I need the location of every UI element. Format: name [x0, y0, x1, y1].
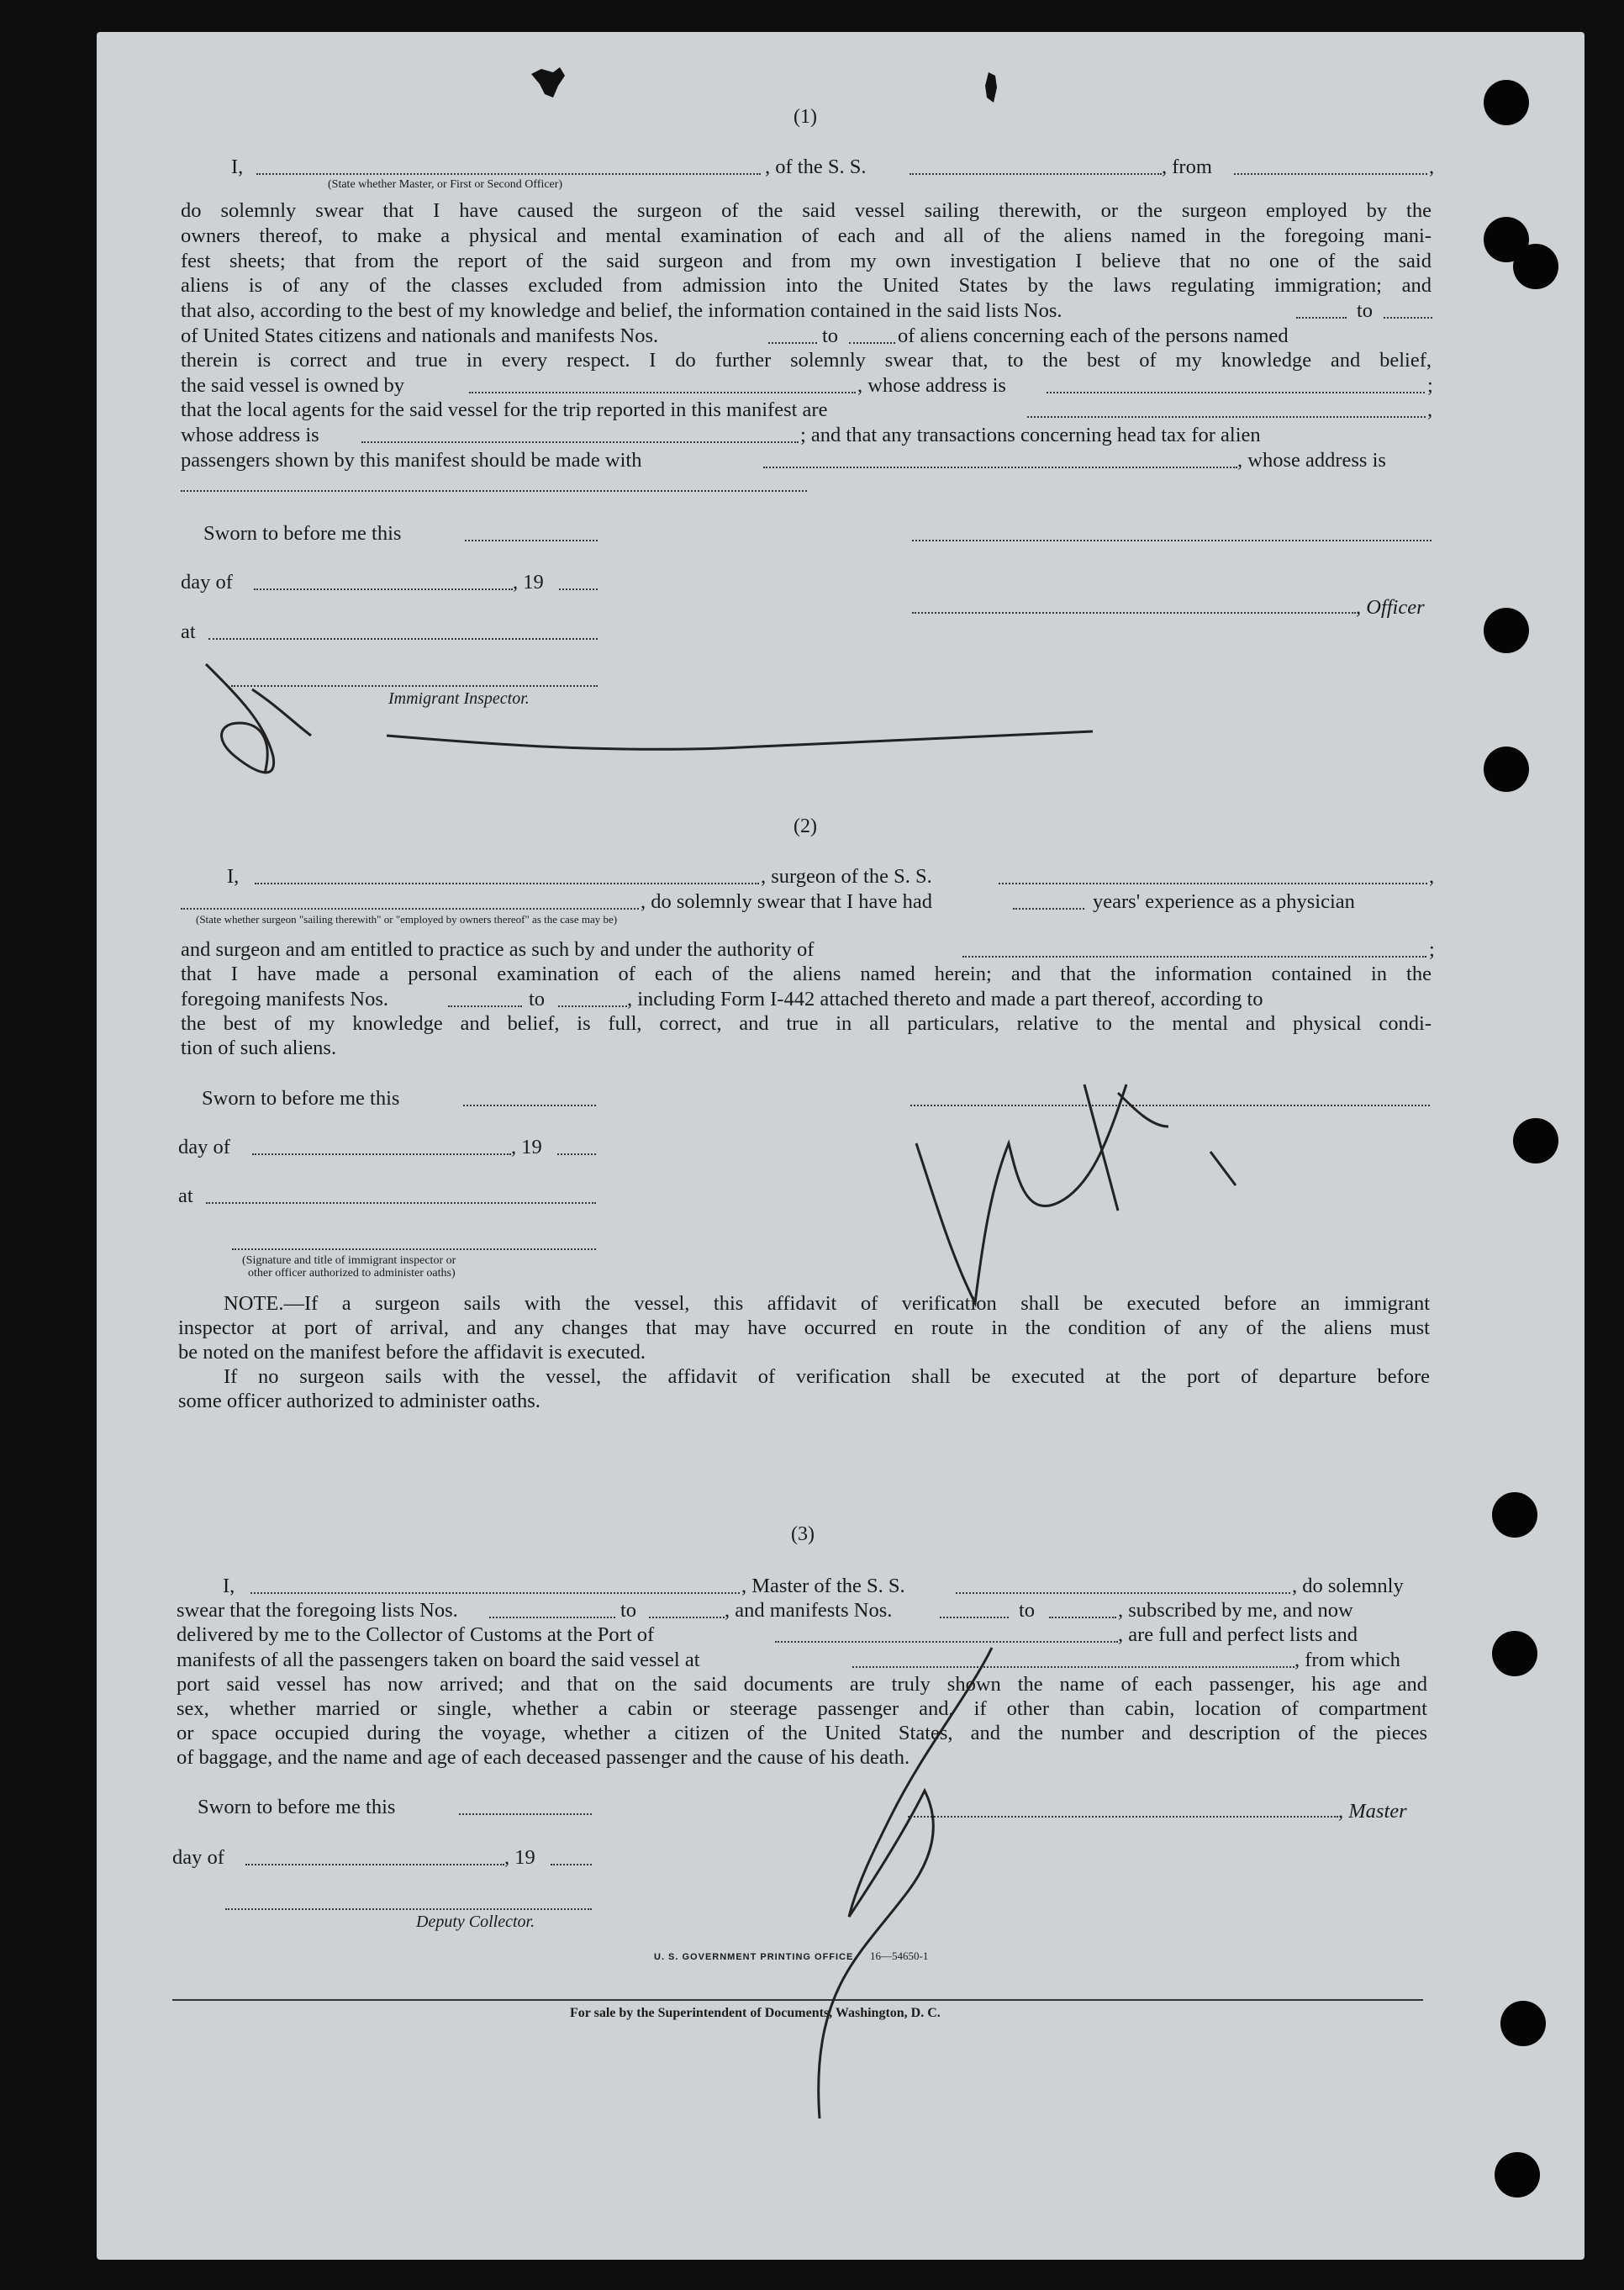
note-line: NOTE.—If a surgeon sails with the vessel, this affidavit of verification shall be executed before an immigrant — [224, 1292, 1430, 1315]
text: to — [1019, 1599, 1036, 1622]
blank-line — [852, 1666, 1294, 1668]
text: Sworn to before me this — [198, 1796, 396, 1818]
blank-line — [763, 467, 1237, 468]
text: at — [181, 620, 196, 643]
text: , Master of the S. S. — [741, 1575, 905, 1597]
blank-line — [181, 908, 639, 910]
text: I, — [223, 1575, 235, 1597]
paragraph-line: aliens is of any of the classes excluded from admission into the United States by the laws regulating immigration; and — [181, 274, 1432, 297]
text: Sworn to before me this — [202, 1087, 400, 1110]
paragraph-line: do solemnly swear that I have caused the surgeon of the said vessel sailing therewith, or the surgeon employed by the — [181, 199, 1432, 222]
blank-line — [849, 342, 895, 344]
text: , 19 — [513, 571, 544, 594]
signature-line — [232, 1248, 596, 1250]
signature-caption: other officer authorized to administer oaths) — [248, 1267, 456, 1280]
blank-line — [489, 1617, 615, 1618]
blank-line — [254, 588, 513, 590]
signature-line — [912, 540, 1432, 541]
paragraph-line: owners thereof, to make a physical and mental examination of each and all of the aliens named in the foregoing mani- — [181, 224, 1432, 247]
note-line: some officer authorized to administer oaths. — [178, 1390, 540, 1412]
paragraph-line: of baggage, and the name and age of each deceased passenger and the cause of his death. — [177, 1746, 910, 1769]
text: manifests of all the passengers taken on board the said vessel at — [177, 1649, 700, 1671]
text: of aliens concerning each of the persons named — [898, 325, 1289, 347]
form-code: 16—54650-1 — [870, 1950, 929, 1962]
text: , do solemnly swear that I have had — [641, 890, 932, 913]
text: to — [620, 1599, 637, 1622]
blank-line — [256, 173, 761, 175]
section-number: (3) — [791, 1523, 815, 1545]
paragraph-line: that I have made a personal examination of each of the aliens named herein; and that the information contained in the — [181, 963, 1432, 985]
signature-line — [910, 1105, 1430, 1106]
paragraph-line: sex, whether married or single, whether a cabin or steerage passenger and, if other than cabin, location of compartment — [177, 1697, 1427, 1720]
paragraph-line: fest sheets; that from the report of the said surgeon and from my own investigation I believe that no one of the said — [181, 250, 1432, 272]
blank-line — [999, 883, 1427, 884]
text: ; — [1429, 938, 1435, 961]
blank-line — [459, 1813, 592, 1815]
text: , surgeon of the S. S. — [761, 865, 932, 888]
text: , from which — [1294, 1649, 1400, 1671]
text: of United States citizens and nationals and manifests Nos. — [181, 325, 659, 347]
text: day of — [172, 1846, 224, 1869]
text: , of the S. S. — [765, 156, 867, 178]
text: , and manifests Nos. — [725, 1599, 893, 1622]
text: Sworn to before me this — [203, 522, 402, 545]
signature-caption: (Signature and title of immigrant inspector or — [242, 1254, 456, 1267]
blank-line — [962, 956, 1426, 958]
text: and surgeon and am entitled to practice as such by and under the authority of — [181, 938, 815, 961]
text: that also, according to the best of my knowledge and belief, the information contained in the said lists Nos. — [181, 299, 1062, 322]
paragraph-line: or space occupied during the voyage, whether a citizen of the United States, and the number and description of the pieces — [177, 1722, 1427, 1744]
blank-line — [940, 1617, 1009, 1618]
signature-caption: , Officer — [1356, 596, 1425, 619]
text: years' experience as a physician — [1093, 890, 1355, 913]
text: passengers shown by this manifest should be made with — [181, 449, 642, 472]
blank-line — [245, 1864, 504, 1865]
note-line: be noted on the manifest before the affidavit is executed. — [178, 1341, 646, 1364]
text: , — [1427, 398, 1433, 421]
text: I, — [227, 865, 240, 888]
text: , whose address is — [1237, 449, 1386, 472]
blank-line — [448, 1005, 522, 1007]
text: , whose address is — [857, 374, 1006, 397]
blank-line — [1027, 416, 1426, 418]
text: to — [529, 988, 546, 1010]
text: I, — [231, 156, 244, 178]
blank-line — [557, 1153, 596, 1155]
paragraph-line: the best of my knowledge and belief, is full, correct, and true in all particulars, relative to the mental and physical condi- — [181, 1012, 1432, 1035]
blank-line — [208, 638, 598, 640]
signature-line — [231, 685, 598, 687]
text: , — [1429, 865, 1435, 888]
text: swear that the foregoing lists Nos. — [177, 1599, 458, 1622]
blank-line — [1047, 392, 1425, 393]
field-note: (State whether surgeon "sailing therewith" or "employed by owners thereof" as the case may be) — [196, 913, 618, 926]
text: ; — [1427, 374, 1433, 397]
text: , 19 — [511, 1136, 542, 1158]
signature-caption: , Master — [1338, 1800, 1407, 1823]
blank-line — [649, 1617, 725, 1618]
blank-line — [255, 883, 759, 884]
blank-line — [1234, 173, 1427, 175]
text: to — [822, 325, 839, 347]
signature-caption: Deputy Collector. — [416, 1913, 535, 1931]
note-line: inspector at port of arrival, and any changes that may have occurred en route in the condition of any of the aliens must — [178, 1316, 1430, 1339]
blank-line — [469, 392, 856, 393]
paragraph-line: port said vessel has now arrived; and that on the said documents are truly shown the name of each passenger, his age and — [177, 1673, 1427, 1696]
text: at — [178, 1185, 193, 1207]
sale-notice: For sale by the Superintendent of Documents, Washington, D. C. — [570, 2006, 941, 2020]
blank-line — [206, 1202, 596, 1204]
text: foregoing manifests Nos. — [181, 988, 388, 1010]
text: whose address is — [181, 424, 319, 446]
text: day of — [178, 1136, 230, 1158]
blank-line — [181, 490, 807, 492]
blank-line — [956, 1592, 1290, 1594]
text: , subscribed by me, and now — [1118, 1599, 1353, 1622]
section-number: (2) — [794, 815, 817, 837]
blank-line — [1013, 908, 1084, 910]
signature-line — [912, 612, 1356, 614]
printer-imprint: U. S. GOVERNMENT PRINTING OFFICE — [654, 1952, 854, 1962]
blank-line — [910, 173, 1162, 175]
text: to — [1357, 299, 1374, 322]
blank-line — [558, 1005, 627, 1007]
section-number: (1) — [794, 106, 817, 128]
blank-line — [252, 1153, 511, 1155]
blank-line — [465, 540, 598, 541]
text: ; and that any transactions concerning head tax for alien — [800, 424, 1261, 446]
paragraph-line: therein is correct and true in every respect. I do further solemnly swear that, to the best of my knowledge and belief, — [181, 349, 1432, 372]
text: , including Form I-442 attached thereto and made a part thereof, according to — [627, 988, 1263, 1010]
blank-line — [361, 441, 799, 443]
text: , are full and perfect lists and — [1118, 1623, 1358, 1646]
blank-line — [775, 1641, 1118, 1643]
text: day of — [181, 571, 233, 594]
text: , from — [1162, 156, 1212, 178]
text: , — [1429, 156, 1435, 178]
blank-line — [463, 1105, 596, 1106]
text: the said vessel is owned by — [181, 374, 405, 397]
blank-line — [768, 342, 817, 344]
text: that the local agents for the said vessel for the trip reported in this manifest are — [181, 398, 828, 421]
blank-line — [250, 1592, 740, 1594]
footer-rule — [172, 1999, 1423, 2001]
blank-line — [1296, 317, 1347, 319]
blank-line — [551, 1864, 592, 1865]
text: , do solemnly — [1292, 1575, 1404, 1597]
text: tion of such aliens. — [181, 1037, 337, 1059]
text: delivered by me to the Collector of Customs at the Port of — [177, 1623, 655, 1646]
note-line: If no surgeon sails with the vessel, the affidavit of verification shall be executed at the port of departure before — [224, 1365, 1430, 1388]
blank-line — [1384, 317, 1432, 319]
field-note: (State whether Master, or First or Second Officer) — [328, 178, 563, 191]
signature-caption: Immigrant Inspector. — [388, 689, 530, 708]
blank-line — [559, 588, 598, 590]
signature-line — [225, 1908, 592, 1910]
blank-line — [1049, 1617, 1116, 1618]
text: , 19 — [504, 1846, 535, 1869]
signature-line — [908, 1816, 1338, 1818]
